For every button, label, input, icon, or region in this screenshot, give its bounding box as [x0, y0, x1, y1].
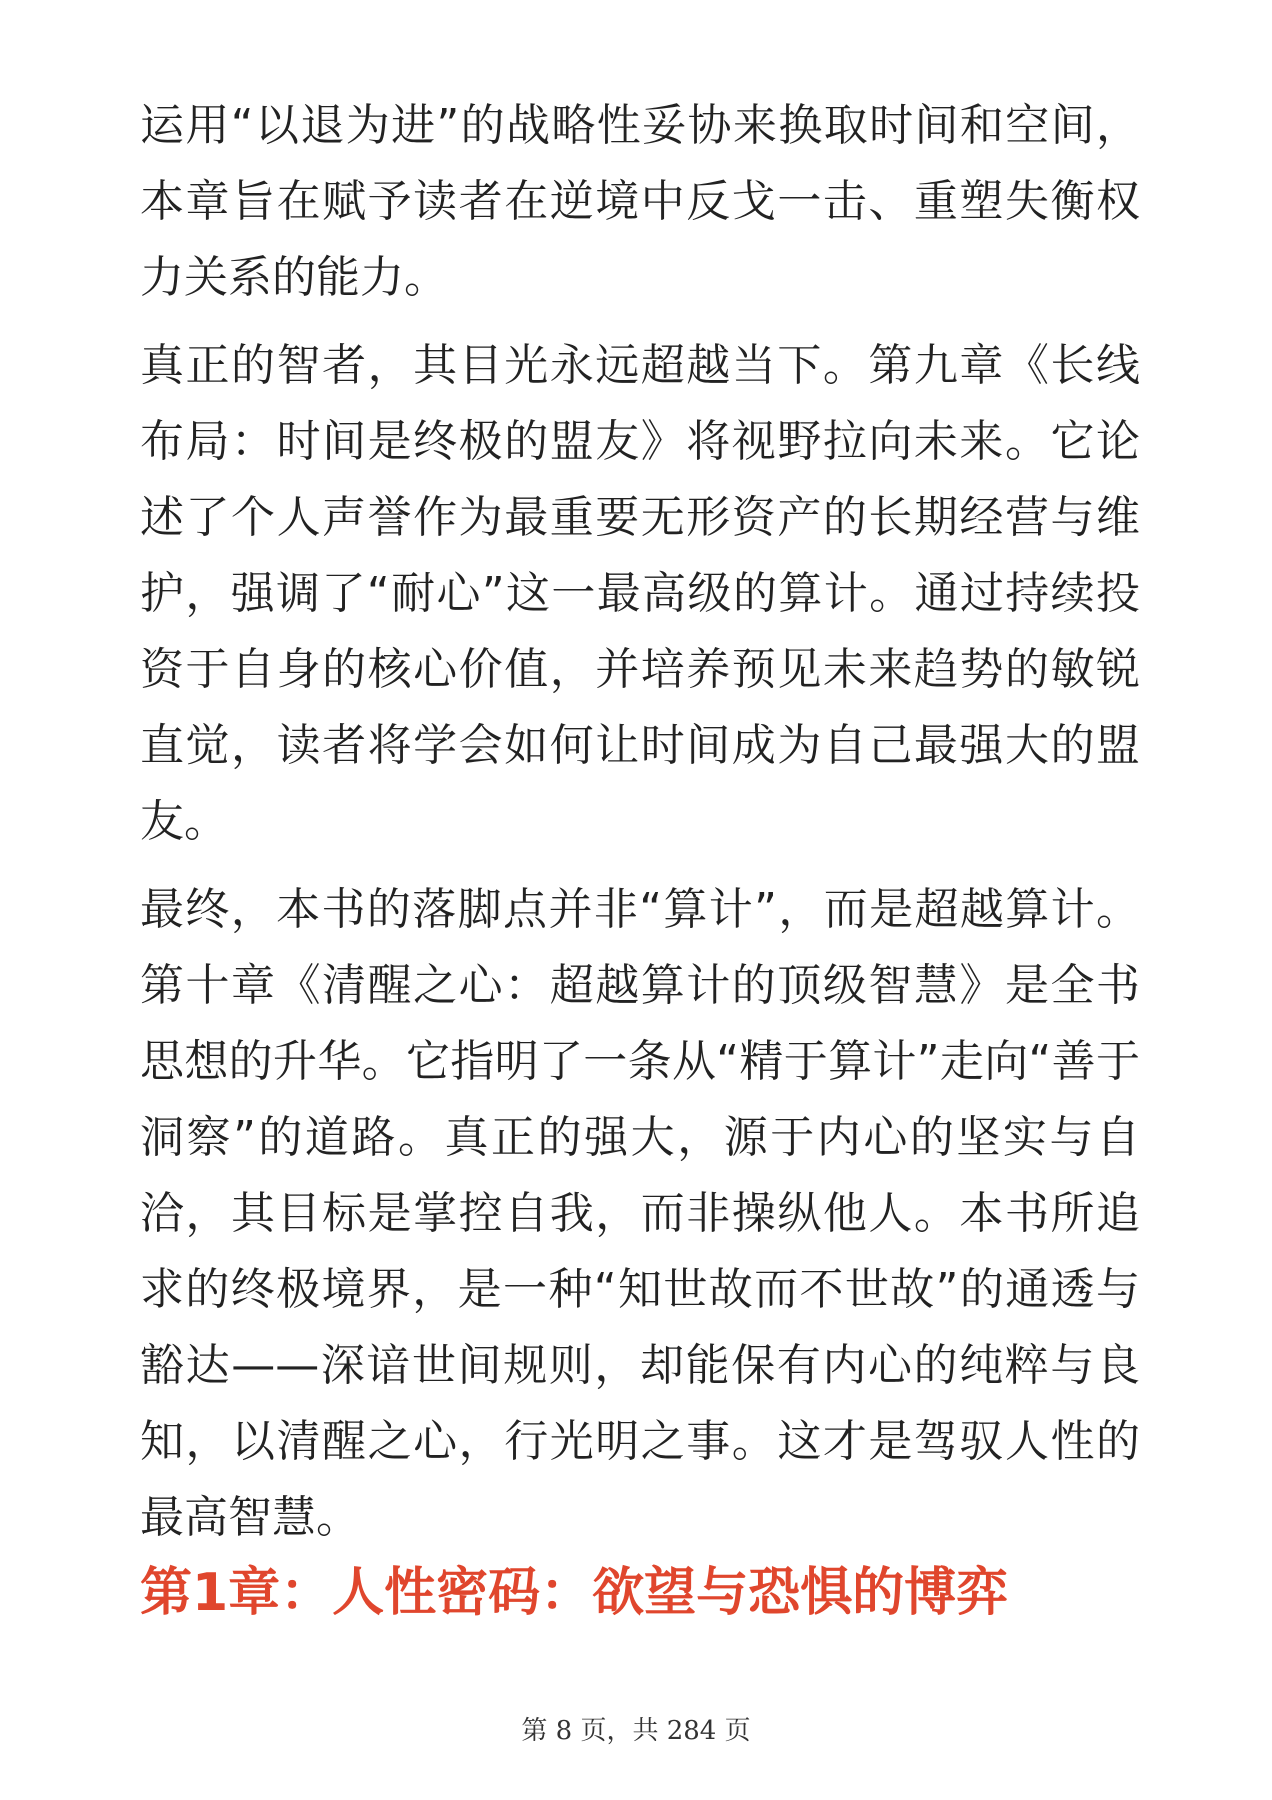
paragraph-1: 运用“以退为进”的战略性妥协来换取时间和空间，本章旨在赋予读者在逆境中反戈一击、重塑失衡权力关系的能力。: [140, 100, 1140, 303]
body-content: [140, 88, 1140, 1556]
paragraph-3: 最终，本书的落脚点并非“算计”，而是超越算计。第十章《清醒之心：超越算计的顶级智慧》是全书思想的升华。它指明了一条从“精于算计”走向“善于洞察”的道路。真正的强大，源于内心的坚实与自洽，其目标是掌控自我，而非操纵他人。本书所追求的终极境界，是一种“知世故而不世故”的通透与豁达——深谙世间规则，却能保有内心的纯粹与良知，以清醒之心，行光明之事。这才是驾驭人性的最高智慧。: [140, 884, 1140, 1543]
paragraph-2: 真正的智者，其目光永远超越当下。第九章《长线布局：时间是终极的盟友》将视野拉向未来。它论述了个人声誉作为最重要无形资产的长期经营与维护，强调了“耐心”这一最高级的算计。通过持续投资于自身的核心价值，并培养预见未来趋势的敏锐直觉，读者将学会如何让时间成为自己最强大的盟友。: [140, 340, 1140, 847]
page-number-footer: 第 8 页，共 284 页: [521, 1716, 751, 1746]
chapter-heading: 第1章：人性密码：欲望与恐惧的博弈: [140, 1563, 1009, 1623]
